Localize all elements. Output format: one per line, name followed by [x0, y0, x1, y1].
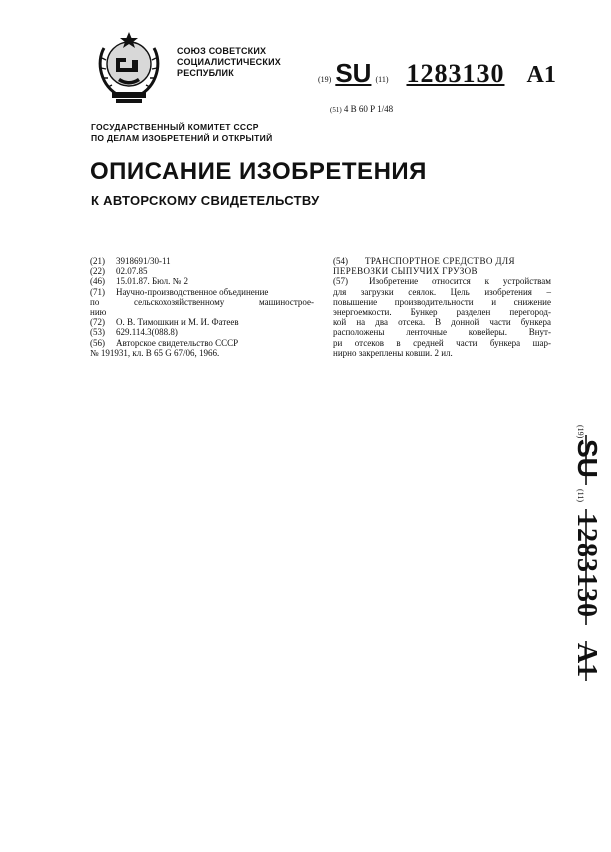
- ipc-classification: [330, 104, 393, 114]
- applicant-line: Научно-производственное объединение: [116, 286, 269, 297]
- document-title: ОПИСАНИЕ ИЗОБРЕТЕНИЯ: [90, 158, 427, 185]
- udc-code: 629.114.3(088.8): [116, 327, 178, 338]
- biblio-code: (21): [90, 256, 105, 266]
- biblio-code: (22): [90, 266, 105, 277]
- committee-name: [91, 122, 272, 144]
- country-line: СОЮЗ СОВЕТСКИХ: [177, 46, 267, 56]
- inventors: О. В. Тимошкин и М. И. Фатеев: [116, 317, 239, 328]
- filing-date: 02.07.85: [116, 266, 148, 277]
- invention-summary: [333, 256, 551, 358]
- country-line: СОЦИАЛИСТИЧЕСКИХ: [177, 57, 281, 67]
- abstract-line: повышение производительности и снижение: [333, 296, 551, 307]
- abstract-first-row: [333, 276, 551, 286]
- biblio-code: (53): [90, 327, 105, 338]
- abstract-line: кой на два отсека. В донной части бункера: [333, 317, 551, 328]
- abstract-code: (57): [333, 276, 348, 287]
- stamp-number: 1283130: [571, 513, 602, 618]
- ipc-tag: (51): [330, 106, 342, 114]
- bibliographic-data: [90, 256, 314, 358]
- prior-art: Авторское свидетельство СССР: [116, 337, 239, 348]
- country-code: SU: [335, 58, 372, 88]
- invention-title-line: ПЕРЕВОЗКИ СЫПУЧИХ ГРУЗОВ: [333, 266, 478, 277]
- biblio-entry: [90, 266, 314, 276]
- biblio-entry: [90, 256, 314, 266]
- committee-line: ПО ДЕЛАМ ИЗОБРЕТЕНИЙ И ОТКРЫТИЙ: [91, 133, 273, 143]
- applicant: [116, 287, 314, 297]
- stamp-number-tag: (11): [576, 489, 585, 503]
- country-code-tag: (19): [318, 75, 332, 84]
- committee-line: ГОСУДАРСТВЕННЫЙ КОМИТЕТ СССР: [91, 122, 259, 132]
- country-line: РЕСПУБЛИК: [177, 68, 234, 78]
- invention-title: [333, 256, 551, 266]
- biblio-code: (46): [90, 276, 105, 287]
- biblio-entry: [90, 287, 314, 297]
- abstract-line: ри отсеков в средней части бункера шар-: [333, 337, 551, 348]
- abstract-line: нирно закреплены ковши. 2 ил.: [333, 347, 453, 358]
- stamp-country-tag: (19): [576, 425, 585, 439]
- application-number: 3918691/30-11: [116, 256, 171, 266]
- stamp-kind: A1: [571, 643, 602, 678]
- applicant-line: по сельскохозяйственному машинострое-: [90, 296, 314, 307]
- prior-art-reference: № 191931, кл. В 65 G 67/06, 1966.: [90, 347, 220, 358]
- invention-title-line: ТРАНСПОРТНОЕ СРЕДСТВО ДЛЯ: [365, 256, 515, 266]
- invention-title-code: (54): [333, 256, 348, 266]
- vertical-patent-stamp: [536, 425, 603, 685]
- stamp-country: SU: [572, 439, 603, 478]
- abstract: [333, 276, 551, 358]
- number-tag: (11): [375, 75, 389, 84]
- publication-date: 15.01.87. Бюл. № 2: [116, 276, 188, 287]
- abstract-line: Изобретение относится к устройствам: [369, 276, 551, 287]
- country-name: [177, 46, 281, 79]
- biblio-entry: [90, 327, 314, 337]
- ipc-value: 4 B 60 P 1/48: [343, 104, 394, 114]
- abstract-line: для загрузки сеялок. Цель изобретения –: [333, 286, 551, 297]
- kind-code: A1: [526, 62, 556, 88]
- biblio-entry: [90, 276, 314, 286]
- biblio-code: (72): [90, 317, 105, 328]
- patent-number-row: [318, 58, 556, 88]
- biblio-code: (71): [90, 286, 105, 297]
- applicant-line: нию: [90, 307, 107, 318]
- document-subtitle: К АВТОРСКОМУ СВИДЕТЕЛЬСТВУ: [91, 193, 320, 208]
- ussr-emblem-icon: [90, 28, 168, 106]
- abstract-line: энергоемкости. Бункер разделен перегород-: [333, 307, 551, 318]
- patent-number: 1283130: [406, 59, 505, 88]
- biblio-code: (56): [90, 337, 105, 348]
- biblio-entry: [90, 317, 314, 327]
- abstract-line: расположены ленточные ковейеры. Внут-: [333, 327, 551, 338]
- biblio-entry: [90, 338, 314, 348]
